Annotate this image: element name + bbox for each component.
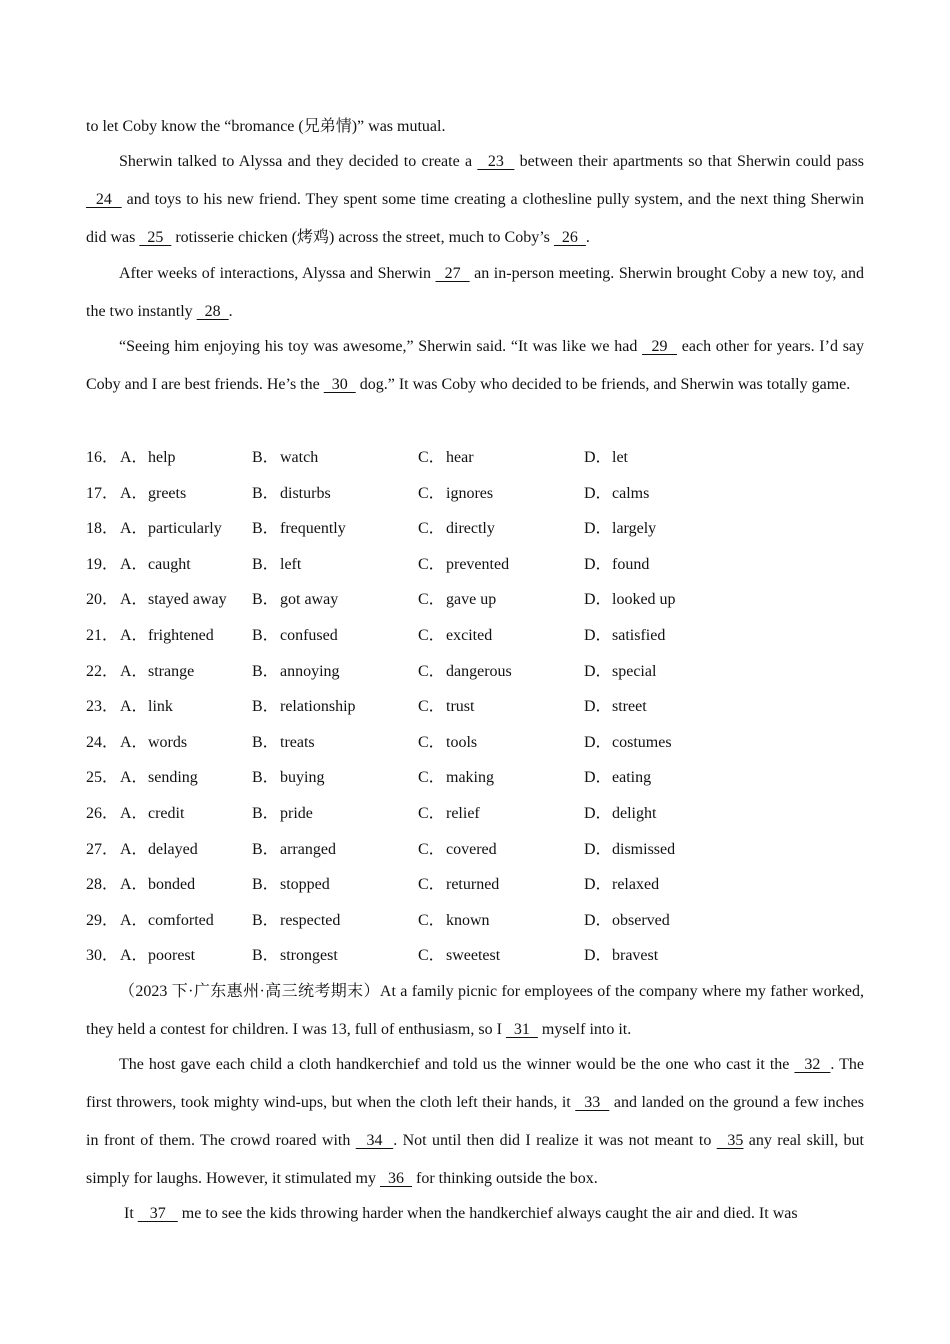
option-letter: D． bbox=[584, 947, 612, 964]
option-text: stayed away bbox=[148, 591, 227, 608]
text-run: rotisserie chicken (烤鸡) across the street, much to Coby’s bbox=[171, 229, 554, 246]
option-a bbox=[120, 553, 191, 577]
option-letter: C． bbox=[418, 449, 445, 466]
option-c bbox=[418, 624, 492, 648]
question-number: 26． bbox=[86, 805, 119, 822]
option-text: credit bbox=[148, 805, 185, 822]
option-letter: D． bbox=[584, 520, 612, 537]
option-a bbox=[120, 731, 187, 755]
option-letter: A． bbox=[120, 520, 148, 537]
option-text: calms bbox=[612, 485, 650, 502]
option-letter: D． bbox=[584, 698, 612, 715]
question-19 bbox=[86, 553, 864, 577]
option-text: gave up bbox=[446, 591, 497, 608]
question-number: 19． bbox=[86, 556, 119, 573]
text-run: （2023 下·广东惠州·高三统考期末）At a family picnic for employees of the company where my father worked, they held a contest for children. I was 13, full of enthusiasm, so I bbox=[86, 983, 864, 1038]
text-run: between their apartments so that Sherwin could pass bbox=[514, 153, 865, 170]
option-text: trust bbox=[446, 698, 475, 715]
option-text: sending bbox=[148, 769, 198, 786]
option-letter: A． bbox=[120, 556, 148, 573]
blank-23: 23 bbox=[477, 153, 515, 170]
blank-32: 32 bbox=[794, 1056, 831, 1073]
option-b bbox=[252, 873, 330, 897]
option-c bbox=[418, 944, 500, 968]
option-text: comforted bbox=[148, 912, 214, 929]
option-text: respected bbox=[280, 912, 341, 929]
option-c bbox=[418, 482, 493, 506]
option-text: buying bbox=[280, 769, 325, 786]
option-c bbox=[418, 731, 477, 755]
option-text: strongest bbox=[280, 947, 338, 964]
option-c bbox=[418, 553, 509, 577]
option-a bbox=[120, 873, 195, 897]
option-letter: C． bbox=[418, 912, 445, 929]
option-text: hear bbox=[446, 449, 474, 466]
option-b bbox=[252, 517, 346, 541]
option-letter: C． bbox=[418, 591, 445, 608]
question-24 bbox=[86, 731, 864, 755]
blank-27: 27 bbox=[435, 265, 470, 282]
question-26 bbox=[86, 802, 864, 826]
option-text: frightened bbox=[148, 627, 214, 644]
option-text: delayed bbox=[148, 841, 198, 858]
blank-28: 28 bbox=[196, 303, 229, 320]
blank-24: 24 bbox=[86, 191, 122, 208]
option-text: prevented bbox=[446, 556, 510, 573]
option-letter: B． bbox=[252, 841, 279, 858]
option-letter: D． bbox=[584, 449, 612, 466]
option-letter: C． bbox=[418, 556, 445, 573]
blank-37: 37 bbox=[137, 1205, 178, 1222]
option-letter: D． bbox=[584, 591, 612, 608]
question-number: 29． bbox=[86, 912, 119, 929]
option-text: making bbox=[446, 769, 494, 786]
option-text: stopped bbox=[280, 876, 330, 893]
option-c bbox=[418, 588, 496, 612]
option-a bbox=[120, 482, 186, 506]
passage1-paragraph-1 bbox=[86, 143, 864, 257]
question-number: 22． bbox=[86, 663, 119, 680]
option-d bbox=[584, 624, 665, 648]
passage2-paragraph-1 bbox=[86, 973, 864, 1049]
option-a bbox=[120, 624, 214, 648]
option-d bbox=[584, 873, 659, 897]
option-text: sweetest bbox=[446, 947, 501, 964]
option-letter: B． bbox=[252, 947, 279, 964]
question-17 bbox=[86, 482, 864, 506]
option-d bbox=[584, 766, 651, 790]
option-text: relaxed bbox=[612, 876, 660, 893]
option-letter: A． bbox=[120, 449, 148, 466]
text-run: The host gave each child a cloth handkerchief and told us the winner would be the one who cast it the bbox=[119, 1056, 795, 1073]
question-18 bbox=[86, 517, 864, 541]
option-c bbox=[418, 446, 474, 470]
option-d bbox=[584, 588, 676, 612]
option-letter: C． bbox=[418, 876, 445, 893]
text-run: . Not until then did I realize it was not meant to bbox=[393, 1132, 717, 1149]
option-d bbox=[584, 517, 656, 541]
question-30 bbox=[86, 944, 864, 968]
option-text: looked up bbox=[612, 591, 676, 608]
option-text: special bbox=[612, 663, 657, 680]
option-letter: A． bbox=[120, 876, 148, 893]
option-b bbox=[252, 944, 338, 968]
option-letter: D． bbox=[584, 769, 612, 786]
option-c bbox=[418, 766, 494, 790]
option-text: link bbox=[148, 698, 173, 715]
option-letter: B． bbox=[252, 912, 279, 929]
option-b bbox=[252, 588, 338, 612]
option-text: observed bbox=[612, 912, 670, 929]
option-a bbox=[120, 944, 195, 968]
passage2-paragraph-2 bbox=[86, 1046, 864, 1198]
option-text: bravest bbox=[612, 947, 659, 964]
question-number: 27． bbox=[86, 841, 119, 858]
option-d bbox=[584, 660, 656, 684]
text-run: . bbox=[585, 229, 590, 246]
option-d bbox=[584, 446, 628, 470]
option-a bbox=[120, 660, 194, 684]
option-d bbox=[584, 553, 649, 577]
option-letter: B． bbox=[252, 485, 279, 502]
option-text: words bbox=[148, 734, 188, 751]
option-text: frequently bbox=[280, 520, 346, 537]
option-text: caught bbox=[148, 556, 191, 573]
option-letter: A． bbox=[120, 805, 148, 822]
option-letter: B． bbox=[252, 805, 279, 822]
option-c bbox=[418, 517, 495, 541]
option-text: relief bbox=[446, 805, 480, 822]
option-c bbox=[418, 873, 499, 897]
option-letter: B． bbox=[252, 556, 279, 573]
option-letter: C． bbox=[418, 769, 445, 786]
option-letter: D． bbox=[584, 805, 612, 822]
text-run: “Seeing him enjoying his toy was awesome,” Sherwin said. “It was like we had bbox=[119, 338, 643, 355]
option-letter: B． bbox=[252, 591, 279, 608]
option-letter: B． bbox=[252, 698, 279, 715]
blank-31: 31 bbox=[505, 1021, 538, 1038]
option-text: annoying bbox=[280, 663, 340, 680]
option-letter: C． bbox=[418, 627, 445, 644]
option-letter: C． bbox=[418, 698, 445, 715]
option-letter: D． bbox=[584, 912, 612, 929]
option-a bbox=[120, 588, 227, 612]
option-b bbox=[252, 446, 318, 470]
option-text: particularly bbox=[148, 520, 222, 537]
option-letter: A． bbox=[120, 591, 148, 608]
option-text: left bbox=[280, 556, 302, 573]
option-text: street bbox=[612, 698, 647, 715]
option-text: help bbox=[148, 449, 176, 466]
blank-30: 30 bbox=[323, 376, 356, 393]
option-b bbox=[252, 482, 331, 506]
text-run: dog.” It was Coby who decided to be friends, and Sherwin was totally game. bbox=[355, 376, 851, 393]
option-text: pride bbox=[280, 805, 313, 822]
option-letter: D． bbox=[584, 876, 612, 893]
option-text: bonded bbox=[148, 876, 196, 893]
option-letter: C． bbox=[418, 663, 445, 680]
question-21 bbox=[86, 624, 864, 648]
option-letter: D． bbox=[584, 485, 612, 502]
option-text: directly bbox=[446, 520, 495, 537]
text-run: . The first throwers, took mighty wind-ups, but when the cloth left their hands, it bbox=[86, 1056, 865, 1111]
option-a bbox=[120, 517, 222, 541]
option-letter: B． bbox=[252, 520, 279, 537]
text-run: each other for years. I’d say Coby and I are best friends. He’s the bbox=[86, 338, 865, 393]
option-text: treats bbox=[280, 734, 315, 751]
question-number: 18． bbox=[86, 520, 119, 537]
question-16 bbox=[86, 446, 864, 470]
option-text: returned bbox=[446, 876, 500, 893]
option-d bbox=[584, 909, 670, 933]
option-text: costumes bbox=[612, 734, 672, 751]
option-text: eating bbox=[612, 769, 652, 786]
option-text: poorest bbox=[148, 947, 196, 964]
option-d bbox=[584, 695, 647, 719]
question-number: 28． bbox=[86, 876, 119, 893]
option-letter: D． bbox=[584, 841, 612, 858]
blank-26: 26 bbox=[553, 229, 586, 246]
option-letter: D． bbox=[584, 627, 612, 644]
option-letter: D． bbox=[584, 556, 612, 573]
option-text: dangerous bbox=[446, 663, 512, 680]
blank-34: 34 bbox=[355, 1132, 394, 1149]
blank-35: 35 bbox=[716, 1132, 744, 1149]
passage1-paragraph-3 bbox=[86, 328, 864, 404]
option-a bbox=[120, 766, 198, 790]
option-text: relationship bbox=[280, 698, 356, 715]
option-letter: B． bbox=[252, 449, 279, 466]
option-b bbox=[252, 838, 336, 862]
option-b bbox=[252, 660, 340, 684]
option-text: greets bbox=[148, 485, 187, 502]
option-letter: B． bbox=[252, 769, 279, 786]
option-letter: A． bbox=[120, 769, 148, 786]
question-23 bbox=[86, 695, 864, 719]
question-20 bbox=[86, 588, 864, 612]
option-text: found bbox=[612, 556, 650, 573]
option-letter: A． bbox=[120, 698, 148, 715]
option-letter: C． bbox=[418, 485, 445, 502]
option-c bbox=[418, 660, 512, 684]
text-run: and landed on the ground a few inches in front of them. The crowd roared with bbox=[86, 1094, 865, 1149]
option-a bbox=[120, 838, 198, 862]
blank-29: 29 bbox=[642, 338, 678, 355]
option-text: known bbox=[446, 912, 490, 929]
text-run: any real skill, but simply for laughs. However, it stimulated my bbox=[86, 1132, 865, 1187]
text-run: . bbox=[228, 303, 233, 320]
option-text: covered bbox=[446, 841, 497, 858]
option-d bbox=[584, 802, 656, 826]
option-letter: B． bbox=[252, 627, 279, 644]
option-text: delight bbox=[612, 805, 657, 822]
text-run: After weeks of interactions, Alyssa and Sherwin bbox=[119, 265, 436, 282]
option-letter: A． bbox=[120, 627, 148, 644]
option-text: dismissed bbox=[612, 841, 676, 858]
question-28 bbox=[86, 873, 864, 897]
option-letter: A． bbox=[120, 947, 148, 964]
option-b bbox=[252, 695, 356, 719]
passage1-paragraph-2 bbox=[86, 255, 864, 331]
text-run: myself into it. bbox=[537, 1021, 632, 1038]
option-letter: D． bbox=[584, 734, 612, 751]
blank-25: 25 bbox=[139, 229, 172, 246]
option-letter: B． bbox=[252, 876, 279, 893]
option-letter: C． bbox=[418, 734, 445, 751]
text-run: and toys to his new friend. They spent some time creating a clothesline pully system, and the next thing Sherwin did was bbox=[86, 191, 864, 246]
question-number: 23． bbox=[86, 698, 119, 715]
question-number: 21． bbox=[86, 627, 119, 644]
question-22 bbox=[86, 660, 864, 684]
option-c bbox=[418, 802, 480, 826]
question-number: 16． bbox=[86, 449, 119, 466]
option-text: tools bbox=[446, 734, 478, 751]
option-c bbox=[418, 695, 474, 719]
text-run: It bbox=[124, 1205, 138, 1222]
option-text: largely bbox=[612, 520, 657, 537]
option-text: strange bbox=[148, 663, 195, 680]
option-a bbox=[120, 695, 173, 719]
option-d bbox=[584, 944, 658, 968]
option-c bbox=[418, 909, 490, 933]
passage2-paragraph-3 bbox=[86, 1195, 864, 1233]
option-b bbox=[252, 802, 313, 826]
question-number: 17． bbox=[86, 485, 119, 502]
passage1-end-text: to let Coby know the “bromance (兄弟情)” was mutual. bbox=[86, 118, 446, 135]
blank-36: 36 bbox=[379, 1170, 412, 1187]
question-number: 24． bbox=[86, 734, 119, 751]
option-c bbox=[418, 838, 497, 862]
option-b bbox=[252, 624, 338, 648]
option-b bbox=[252, 553, 301, 577]
option-letter: C． bbox=[418, 841, 445, 858]
option-letter: A． bbox=[120, 841, 148, 858]
option-letter: B． bbox=[252, 734, 279, 751]
option-d bbox=[584, 838, 675, 862]
option-text: confused bbox=[280, 627, 338, 644]
passage1-end-line bbox=[86, 108, 864, 146]
option-letter: B． bbox=[252, 663, 279, 680]
option-text: watch bbox=[280, 449, 319, 466]
blank-33: 33 bbox=[575, 1094, 610, 1111]
option-letter: A． bbox=[120, 485, 148, 502]
option-text: got away bbox=[280, 591, 339, 608]
option-d bbox=[584, 731, 672, 755]
text-run: Sherwin talked to Alyssa and they decided to create a bbox=[119, 153, 478, 170]
question-25 bbox=[86, 766, 864, 790]
question-number: 30． bbox=[86, 947, 119, 964]
question-29 bbox=[86, 909, 864, 933]
option-a bbox=[120, 802, 184, 826]
option-text: excited bbox=[446, 627, 493, 644]
option-letter: C． bbox=[418, 947, 445, 964]
option-d bbox=[584, 482, 649, 506]
option-text: let bbox=[612, 449, 628, 466]
option-text: satisfied bbox=[612, 627, 666, 644]
option-letter: A． bbox=[120, 663, 148, 680]
question-number: 25． bbox=[86, 769, 119, 786]
option-letter: A． bbox=[120, 734, 148, 751]
text-run: me to see the kids throwing harder when the handkerchief always caught the air and died. It was bbox=[177, 1205, 798, 1222]
question-number: 20． bbox=[86, 591, 119, 608]
option-letter: C． bbox=[418, 805, 445, 822]
option-letter: C． bbox=[418, 520, 445, 537]
option-text: ignores bbox=[446, 485, 494, 502]
option-a bbox=[120, 909, 214, 933]
option-letter: D． bbox=[584, 663, 612, 680]
option-text: arranged bbox=[280, 841, 336, 858]
option-b bbox=[252, 731, 315, 755]
text-run: an in-person meeting. Sherwin brought Coby a new toy, and the two instantly bbox=[86, 265, 865, 320]
option-letter: A． bbox=[120, 912, 148, 929]
option-b bbox=[252, 766, 324, 790]
text-run: for thinking outside the box. bbox=[411, 1170, 598, 1187]
option-b bbox=[252, 909, 340, 933]
option-text: disturbs bbox=[280, 485, 331, 502]
question-27 bbox=[86, 838, 864, 862]
option-a bbox=[120, 446, 176, 470]
